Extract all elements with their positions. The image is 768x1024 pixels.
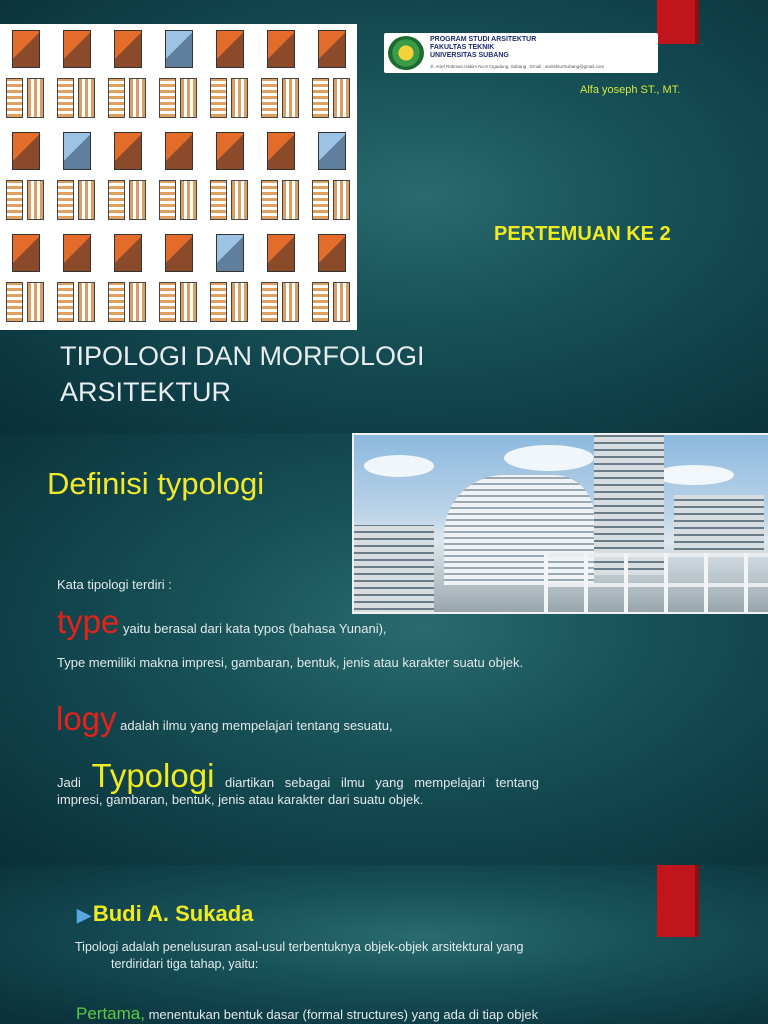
building-type-illustration	[102, 24, 153, 126]
type-word: type	[57, 603, 120, 640]
building-type-illustration	[204, 126, 255, 228]
building-type-illustration	[51, 228, 102, 330]
author-name: Alfa yoseph ST., MT.	[580, 84, 681, 96]
slide-title	[0, 0, 768, 433]
building-type-illustration	[255, 126, 306, 228]
jadi-prefix: Jadi	[57, 775, 92, 790]
logo-line-3: UNIVERSITAS SUBANG	[430, 52, 509, 59]
building-type-illustration	[306, 228, 357, 330]
type-meaning: yaitu berasal dari kata typos (bahasa Yunani),	[119, 621, 387, 636]
typologi-word: Typologi	[91, 757, 215, 794]
intro-text: Kata tipologi terdiri :	[57, 577, 172, 592]
university-emblem-icon	[388, 36, 424, 70]
building-type-illustration	[306, 126, 357, 228]
logy-definition	[56, 700, 393, 737]
university-logo-banner	[384, 33, 658, 73]
building-type-illustration	[102, 228, 153, 330]
red-tab-decoration	[657, 0, 699, 44]
building-type-illustration	[153, 24, 204, 126]
definition-heading: Definisi typologi	[47, 466, 265, 501]
body-line-1: Tipologi adalah penelusuran asal-usul terbentuknya objek-objek arsitektural yang	[75, 940, 524, 954]
pertama-word: Pertama,	[76, 1004, 145, 1023]
building-type-illustration	[0, 24, 51, 126]
pertama-line	[76, 1005, 538, 1023]
red-tab-decoration	[657, 865, 699, 937]
logy-word: logy	[56, 700, 117, 737]
building-type-illustration	[255, 228, 306, 330]
slide-title-text	[60, 338, 425, 410]
building-type-illustration	[153, 126, 204, 228]
type-description: Type memiliki makna impresi, gambaran, bentuk, jenis atau karakter suatu objek.	[57, 655, 524, 670]
triangle-bullet-icon: ▶	[77, 905, 91, 925]
building-type-illustration	[204, 24, 255, 126]
building-type-illustration	[51, 24, 102, 126]
building-type-illustration	[204, 228, 255, 330]
building-type-illustration	[0, 126, 51, 228]
title-line-2: ARSITEKTUR	[60, 377, 232, 407]
building-type-illustration	[0, 228, 51, 330]
type-definition	[57, 603, 387, 640]
building-typology-collage	[0, 24, 357, 330]
building-type-illustration	[255, 24, 306, 126]
title-line-1: TIPOLOGI DAN MORFOLOGI	[60, 341, 425, 371]
slide-sukada	[0, 865, 768, 1024]
sukada-body	[75, 939, 585, 973]
pertama-text: menentukan bentuk dasar (formal structures) yang ada di tiap objek	[144, 1007, 539, 1022]
logy-meaning: adalah ilmu yang mempelajari tentang sesuatu,	[116, 718, 393, 733]
logo-line-2: FAKULTAS TEKNIK	[430, 44, 495, 51]
slide-definition	[0, 433, 768, 865]
logo-address: Jl. Arief Rahman Hakim No.8 Cigadung, Subang . Email : arsitekturSubang@gmail.com	[430, 64, 605, 69]
building-photo	[352, 433, 768, 614]
logo-line-1: PROGRAM STUDI ARSITEKTUR	[430, 36, 537, 43]
typologi-meaning: diartikan sebagai ilmu yang mempelajari tentang impresi, gambaran, bentuk, jenis atau karakter dari suatu objek.	[57, 775, 540, 807]
building-type-illustration	[153, 228, 204, 330]
body-line-2: terdiridari tiga tahap, yaitu:	[111, 957, 259, 971]
building-type-illustration	[51, 126, 102, 228]
typologi-conclusion	[57, 757, 540, 808]
author-heading	[77, 901, 253, 927]
building-type-illustration	[306, 24, 357, 126]
author-heading-text: Budi A. Sukada	[92, 901, 254, 926]
meeting-label: PERTEMUAN KE 2	[494, 223, 671, 245]
building-type-illustration	[102, 126, 153, 228]
